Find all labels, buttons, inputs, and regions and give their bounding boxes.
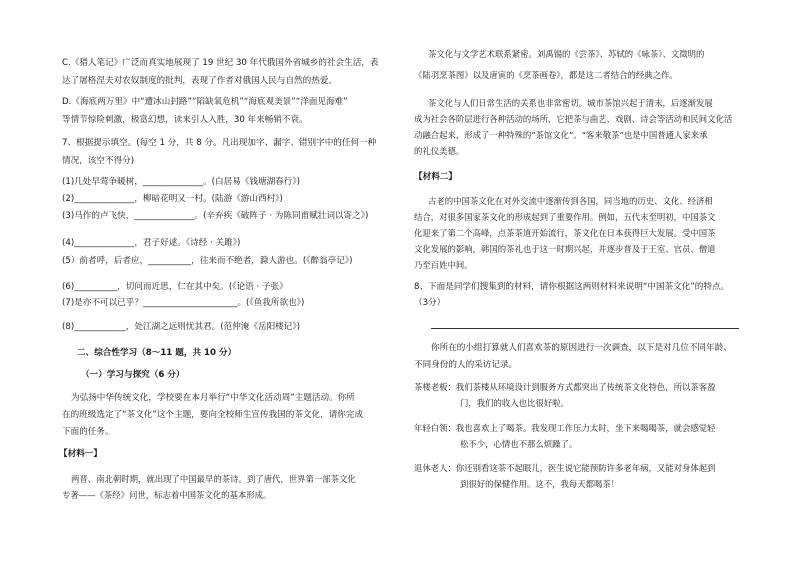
q7-blank-3: (3)马作的卢飞快，______________。(辛弃疾《破阵子 · 为陈同甫赋壮词以寄之》)	[62, 211, 369, 221]
intro-line-2: 在的班级选定了“茶文化”这个主题，要向全校师生宣传我国的茶文化，请你完成	[62, 410, 364, 420]
m1-cont-a-line-2: 《陆羽烹茶图》以及唐寅的《烹茶画卷》，都是这二者结合的经典之作。	[414, 70, 678, 80]
m1-cont-b-line-4: 的礼仪美德。	[414, 146, 465, 156]
material-2-line-3: 化迎来了第二个高峰，点茶茶道开始流行，茶文化在日本获得巨大发展。受中国茶	[414, 228, 716, 238]
intro-line-3: 下面的任务。	[62, 427, 114, 437]
q7-blank-5: (5）前者呼，后者应，__________，往来而不绝者，滁人游也。(《醉翁亭记》)	[62, 256, 353, 266]
material-2-line-2: 结合，对很多国家茶文化的形成起到了重要作用。例如，五代末至明初，中国茶文	[414, 212, 716, 222]
material-2-line-5: 乃至百姓中间。	[414, 260, 473, 270]
interview-teahouse-owner-line-2: 门，我们的收入也比很好啦。	[460, 398, 569, 408]
interview-teahouse-owner-line-1: 茶楼老板：我们茶楼从环境设计到服务方式都突出了传统茶文化特色，所以茶客盈	[414, 382, 716, 392]
subsection-1-title: （一）学习与探究（6 分）	[81, 370, 185, 380]
material-1-line-1: 两晋、南北朝时期，就出现了中国最早的茶诗。到了唐代，世界第一部茶文化	[71, 474, 356, 484]
q8-answer-line[interactable]	[431, 328, 739, 329]
interview-young-worker-line-1: 年轻白领：我也喜欢上了喝茶。我发现工作压力太时，坐下来喝喝茶，就会感觉轻	[414, 423, 716, 433]
option-c-line-1: C.《猎人笔记》广泛而真实地展现了 19 世纪 30 年代俄国外省城乡的社会生活，表	[62, 58, 379, 68]
material-1-label: 【材料一】	[59, 449, 102, 459]
m1-cont-b-line-2: 成为社会各阶层进行各种活动的场所，它把茶与曲艺、戏剧、诗会等活动和民间文化活	[414, 114, 733, 124]
material-2-label: 【材料二】	[414, 172, 457, 182]
section-2-title: 二、综合性学习（8～11 题，共 10 分）	[77, 348, 237, 358]
question-7-line-1: 7、根据提示填空。(每空 1 分，共 8 分。凡出现加字、漏字、错别字中的任何一种	[62, 138, 377, 148]
q7-blank-4: (4)______________，君子好逑。《诗经 · 关雎》)	[62, 238, 241, 248]
material-2-line-1: 古老的中国茶文化在对外交流中逐渐传到各国，同当地的历史、文化、经济相	[428, 196, 713, 206]
material-2-line-4: 文化发展的影响，韩国的茶礼也于这一时期兴起，并逐步普及于王室、官员、僧道	[414, 244, 716, 254]
question-8-line-2: （3分）	[414, 298, 446, 308]
question-7-line-2: 情况，该空不得分)	[62, 156, 135, 166]
option-d-line-1: D.《海底两万里》中“遭冰山封路”“陷缺氧危机”“海底观美景”“洋面见海难”	[62, 97, 348, 107]
intro-line-1: 为弘扬中华传统文化，学校要在本月举行“中华文化活动周”主题活动。你所	[71, 393, 355, 403]
m1-cont-b-line-3: 动融合起来，形成了一种特殊的“茶馆文化”。“客来敬茶”也是中国普通人家来承	[414, 130, 708, 140]
m1-cont-b-line-1: 茶文化与人们日常生活的关系也非常密切。城市茶馆兴起于清末，后逐渐发展	[428, 98, 713, 108]
q7-blank-1: (1)几处早莺争暖树，______________。(白居易《钱塘湖春行》)	[62, 177, 301, 187]
option-d-line-2: 等情节惊险刺激，极富幻想，读来引人入胜，30 年来畅销不衰。	[62, 115, 308, 125]
q7-blank-8: (8)____________，处江湖之远则忧其君。(范仲淹《岳阳楼记》)	[62, 322, 301, 332]
interview-retiree-line-2: 到很好的保健作用。这不，我每天都喝茶！	[460, 479, 620, 489]
survey-intro-line-1: 你所在的小组打算就人们喜欢茶的原因进行一次调查，以下是对几位不同年龄、	[431, 343, 732, 353]
q7-blank-2: (2)______________，柳暗花明又一村。(陆游《游山西村》)	[62, 194, 283, 204]
option-c-line-2: 达了屠格涅夫对农奴制度的批判，表现了作者对俄国人民与自然的热爱。	[62, 76, 338, 86]
material-1-line-2: 专著——《茶经》问世，标志着中国茶文化的基本形成。	[62, 490, 272, 500]
survey-intro-line-2: 不同身份的人的采访记录。	[414, 360, 518, 370]
q7-blank-6: (6)__________，切问而近思，仁在其中矣。(《论语 · 子张》	[62, 282, 288, 292]
interview-retiree-line-1: 退休老人：你还别看这茶不起眼儿，医生说它能预防许多老年病，又能对身体起到	[414, 463, 716, 473]
interview-young-worker-line-2: 松不少，心情也不那么烦躁了。	[460, 439, 578, 449]
question-8-line-1: 8、下面是同学们搜集到的材料，请你根据这两则材料来说明“中国茶文化”的特点。	[414, 282, 730, 292]
q7-blank-7: (7)是亦不可以已乎？______________________。(《鱼我所欲也》)	[62, 298, 305, 308]
m1-cont-a-line-1: 茶文化与文学艺术联系紧密。刘禹锡的《尝茶》、苏轼的《咏茶》、文徵明的	[428, 49, 705, 59]
